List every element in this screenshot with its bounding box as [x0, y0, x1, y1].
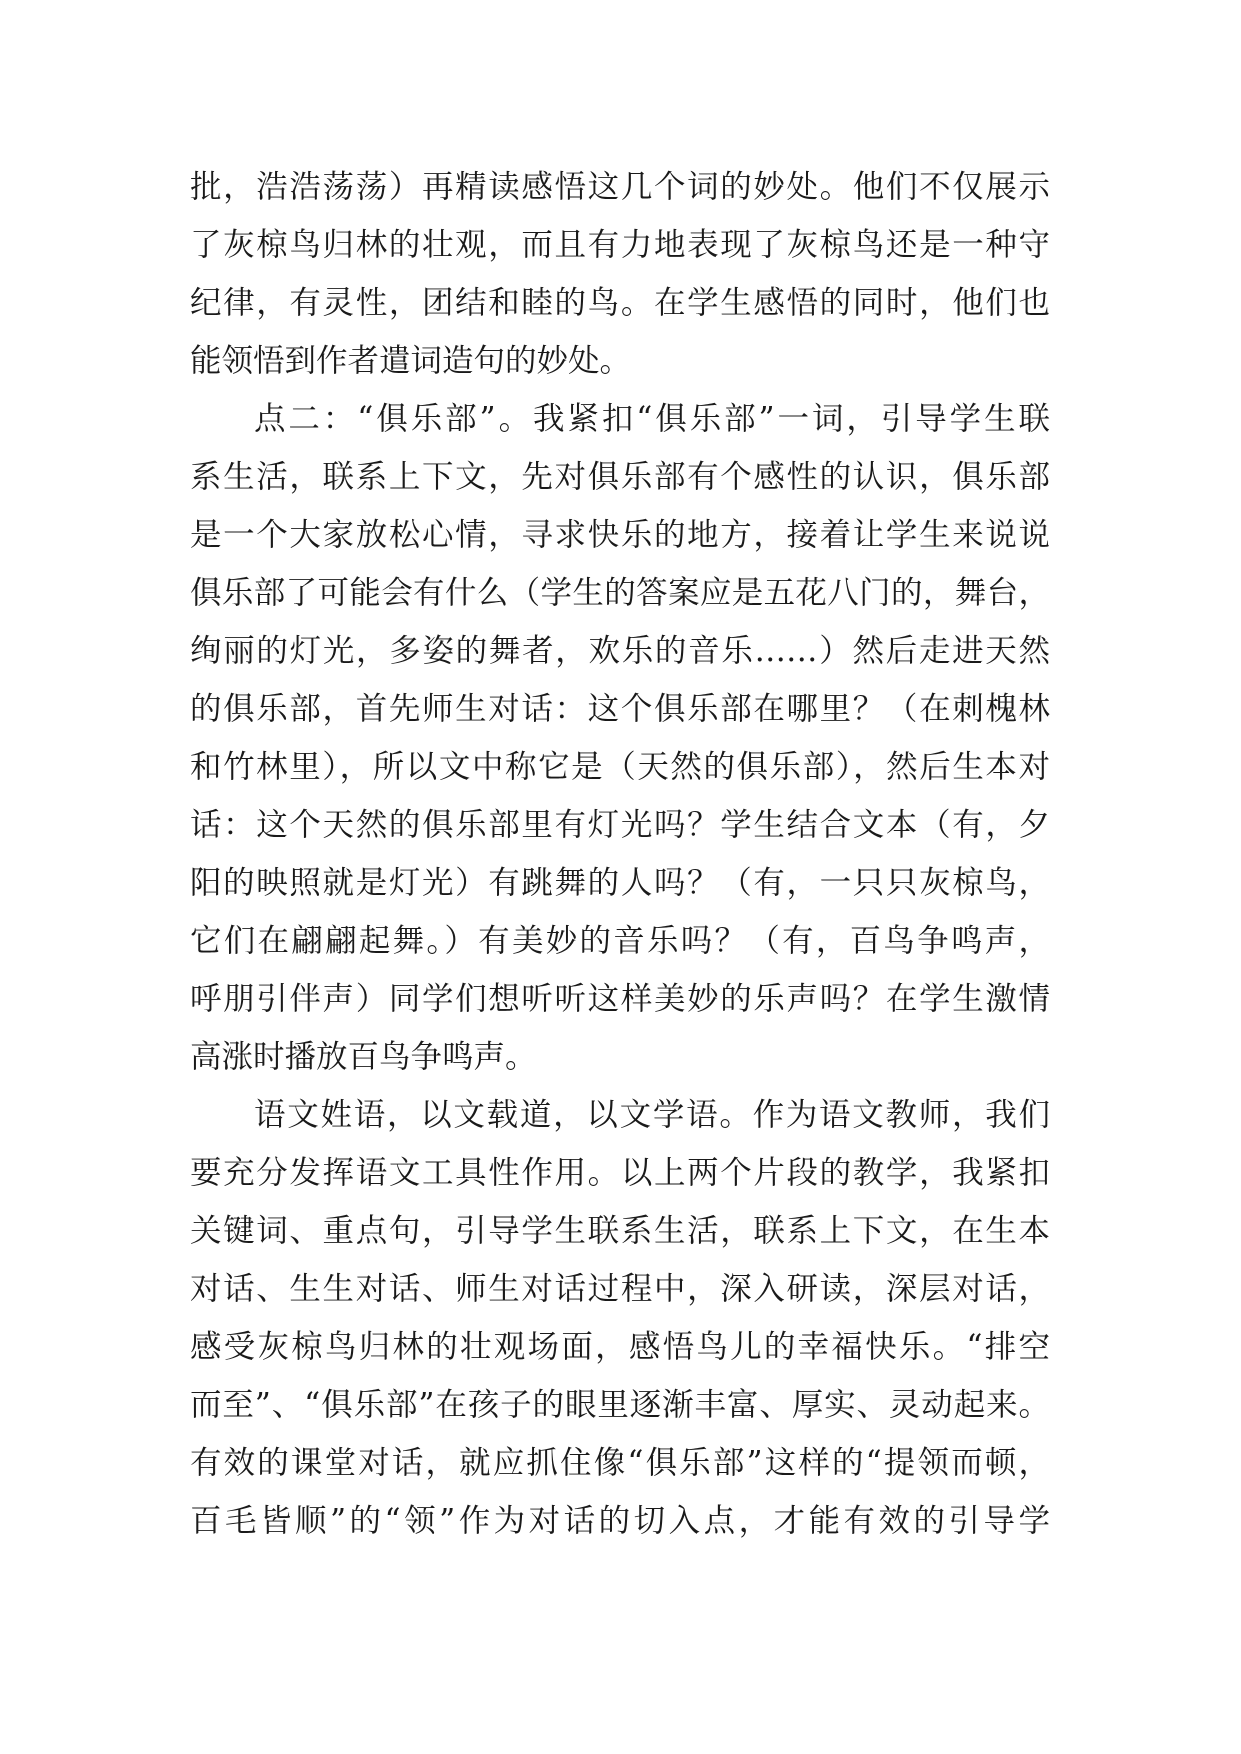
text-line: 纪律，有灵性，团结和睦的鸟。在学生感悟的同时，他们也: [190, 285, 1050, 321]
text-line: 高涨时播放百鸟争鸣声。: [190, 1039, 537, 1075]
text-line: 语文姓语，以文载道，以文学语。作为语文教师，我们: [254, 1097, 1050, 1133]
text-line: 能领悟到作者遣词造句的妙处。: [190, 343, 632, 379]
text-line: 要充分发挥语文工具性作用。以上两个片段的教学，我紧扣: [190, 1155, 1050, 1191]
text-line: 呼朋引伴声）同学们想听听这样美妙的乐声吗？在学生激情: [190, 981, 1050, 1017]
text-line: 点二：“俱乐部”。我紧扣“俱乐部”一词，引导学生联: [254, 401, 1050, 437]
text-line: 系生活，联系上下文，先对俱乐部有个感性的认识，俱乐部: [190, 459, 1050, 495]
paragraph-2: [190, 390, 1050, 1086]
text-line: 话：这个天然的俱乐部里有灯光吗？学生结合文本（有，夕: [190, 807, 1050, 843]
body-text: [190, 158, 1050, 1550]
text-line: 绚丽的灯光，多姿的舞者，欢乐的音乐……）然后走进天然: [190, 633, 1050, 669]
text-line: 对话、生生对话、师生对话过程中，深入研读，深层对话，: [190, 1271, 1050, 1307]
paragraph-3: [190, 1086, 1050, 1550]
text-line: 俱乐部了可能会有什么（学生的答案应是五花八门的，舞台，: [190, 575, 1050, 611]
text-line: 关键词、重点句，引导学生联系生活，联系上下文，在生本: [190, 1213, 1050, 1249]
text-line: 阳的映照就是灯光）有跳舞的人吗？（有，一只只灰椋鸟，: [190, 865, 1050, 901]
text-line: 它们在翩翩起舞。）有美妙的音乐吗？（有，百鸟争鸣声，: [190, 923, 1050, 959]
text-line: 的俱乐部，首先师生对话：这个俱乐部在哪里？（在刺槐林: [190, 691, 1050, 727]
text-line: 感受灰椋鸟归林的壮观场面，感悟鸟儿的幸福快乐。“排空: [190, 1329, 1050, 1365]
text-line: 了灰椋鸟归林的壮观，而且有力地表现了灰椋鸟还是一种守: [190, 227, 1050, 263]
text-line: 和竹林里），所以文中称它是（天然的俱乐部），然后生本对: [190, 749, 1050, 785]
text-line: 是一个大家放松心情，寻求快乐的地方，接着让学生来说说: [190, 517, 1050, 553]
paragraph-1: [190, 158, 1050, 390]
text-line: 批，浩浩荡荡）再精读感悟这几个词的妙处。他们不仅展示: [190, 169, 1050, 205]
text-line: 百毛皆顺”的“领”作为对话的切入点，才能有效的引导学: [190, 1503, 1050, 1539]
text-line: 而至”、“俱乐部”在孩子的眼里逐渐丰富、厚实、灵动起来。: [190, 1387, 1050, 1423]
text-line: 有效的课堂对话，就应抓住像“俱乐部”这样的“提领而顿，: [190, 1445, 1050, 1481]
